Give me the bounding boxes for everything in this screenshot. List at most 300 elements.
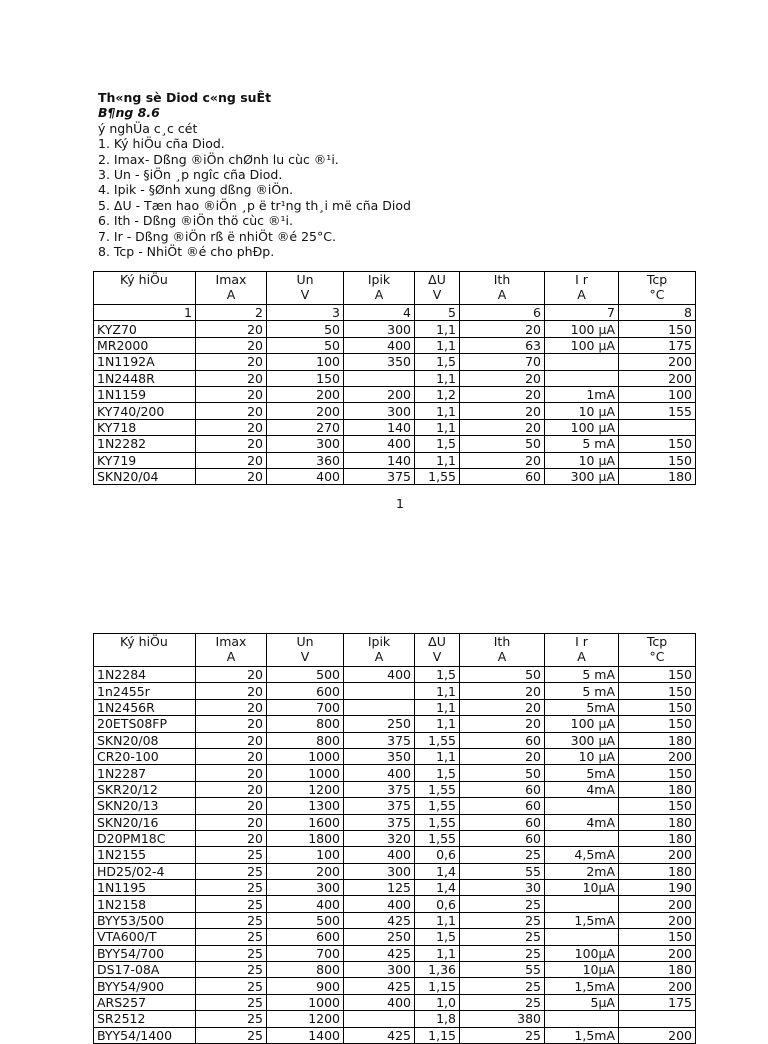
table-cell: 150 — [619, 436, 696, 452]
table-cell: 100 — [619, 386, 696, 402]
table-cell: 300 — [344, 403, 415, 419]
column-header — [460, 272, 545, 305]
table-cell: 200 — [619, 748, 696, 764]
table-cell: KY719 — [94, 452, 196, 468]
table-cell: 1,5 — [415, 667, 460, 683]
table-cell: BYY53/500 — [94, 912, 196, 928]
table-row — [94, 732, 696, 748]
table-cell — [545, 830, 619, 846]
table-cell: 180 — [619, 830, 696, 846]
table-cell: 25 — [460, 978, 545, 994]
table-cell: 55 — [460, 863, 545, 879]
column-header-label: Imax — [215, 634, 247, 649]
table-cell: KY718 — [94, 419, 196, 435]
column-header — [545, 634, 619, 667]
table-cell: 10 µA — [545, 748, 619, 764]
table-cell: 150 — [619, 765, 696, 781]
table-cell: 20 — [196, 798, 267, 814]
table-row — [94, 781, 696, 797]
column-index-cell: 8 — [619, 305, 696, 321]
table-cell — [619, 1011, 696, 1027]
table-cell: 500 — [267, 912, 344, 928]
table-cell: 60 — [460, 781, 545, 797]
table-cell: 1n2455r — [94, 683, 196, 699]
column-header — [94, 634, 196, 667]
table-cell: KYZ70 — [94, 321, 196, 337]
table-cell: 375 — [344, 468, 415, 484]
table-cell: 150 — [619, 929, 696, 945]
table-cell: 25 — [460, 929, 545, 945]
table-cell: 60 — [460, 798, 545, 814]
table-cell: 200 — [619, 912, 696, 928]
table-cell: 100 µA — [545, 337, 619, 353]
table-cell: 20 — [196, 419, 267, 435]
table-cell: 25 — [196, 847, 267, 863]
table-cell: 20 — [196, 321, 267, 337]
intro-line: 4. Ipik - §Ønh xung dßng ®iÖn. — [98, 182, 294, 198]
column-index-cell: 6 — [460, 305, 545, 321]
table-cell: 10 µA — [545, 403, 619, 419]
table-cell: 190 — [619, 880, 696, 896]
table-cell: 60 — [460, 830, 545, 846]
table-cell: 400 — [344, 896, 415, 912]
table-cell: 700 — [267, 945, 344, 961]
table-cell: 20 — [196, 683, 267, 699]
table-cell: 25 — [196, 1011, 267, 1027]
table-cell: 25 — [196, 1027, 267, 1043]
table-cell: 700 — [267, 699, 344, 715]
table-row — [94, 1027, 696, 1043]
table-cell: 5mA — [545, 699, 619, 715]
table-cell: 20 — [196, 732, 267, 748]
table-cell: 500 — [267, 667, 344, 683]
table-cell: 350 — [344, 748, 415, 764]
table-cell: 300 — [267, 880, 344, 896]
table-row — [94, 847, 696, 863]
table-cell: 20 — [460, 748, 545, 764]
table-cell: ARS257 — [94, 994, 196, 1010]
table-cell: SKN20/04 — [94, 468, 196, 484]
table-cell: 1,55 — [415, 830, 460, 846]
table-row — [94, 994, 696, 1010]
table-cell: 1,1 — [415, 945, 460, 961]
header-row — [94, 272, 696, 305]
table-cell: 25 — [460, 1027, 545, 1043]
table-cell — [545, 896, 619, 912]
table-row — [94, 912, 696, 928]
table-cell: 400 — [344, 765, 415, 781]
table-cell: 320 — [344, 830, 415, 846]
column-header-unit: V — [432, 286, 442, 302]
table-cell: 1,15 — [415, 1027, 460, 1043]
table-cell — [619, 419, 696, 435]
table-cell: 60 — [460, 732, 545, 748]
table-cell: 140 — [344, 419, 415, 435]
table-cell: 25 — [196, 896, 267, 912]
table-cell: 20 — [196, 337, 267, 353]
column-header — [94, 272, 196, 305]
table-cell: 63 — [460, 337, 545, 353]
table-cell: 60 — [460, 814, 545, 830]
table-cell: 200 — [619, 945, 696, 961]
table-cell: 70 — [460, 354, 545, 370]
table-cell: 20 — [196, 403, 267, 419]
table-row — [94, 814, 696, 830]
column-header-unit: A — [226, 648, 236, 664]
column-index-cell: 4 — [344, 305, 415, 321]
table-cell: 10 µA — [545, 452, 619, 468]
table-cell: 200 — [619, 978, 696, 994]
column-header — [619, 272, 696, 305]
table-cell: 20 — [196, 781, 267, 797]
table-cell: 5mA — [545, 765, 619, 781]
column-header — [460, 634, 545, 667]
table-cell: 1,4 — [415, 880, 460, 896]
table-cell: 4mA — [545, 814, 619, 830]
page-number: 1 — [396, 496, 404, 511]
table-cell: 1,55 — [415, 468, 460, 484]
table-cell — [545, 354, 619, 370]
table-cell: 1N2284 — [94, 667, 196, 683]
table-cell: 1000 — [267, 765, 344, 781]
intro-line: 8. Tcp - NhiÖt ®é cho phÐp. — [98, 244, 275, 260]
table-cell: 25 — [196, 945, 267, 961]
table-row — [94, 748, 696, 764]
table-cell: 20 — [460, 683, 545, 699]
table-cell — [545, 929, 619, 945]
table-row — [94, 716, 696, 732]
table-cell: 1,5 — [415, 354, 460, 370]
table-cell: 150 — [619, 667, 696, 683]
table-cell — [344, 370, 415, 386]
column-header-unit: °C — [649, 286, 665, 302]
table-cell: 175 — [619, 337, 696, 353]
table-cell: VTA600/T — [94, 929, 196, 945]
diode-spec-table-1 — [93, 271, 696, 485]
table-cell: 1,1 — [415, 683, 460, 699]
intro-line: 2. Imax- Dßng ®iÖn chØnh lu cùc ®¹i. — [98, 151, 339, 167]
table-cell: SR2512 — [94, 1011, 196, 1027]
table-cell: 180 — [619, 732, 696, 748]
table-cell: 1N2456R — [94, 699, 196, 715]
table-row — [94, 978, 696, 994]
table-cell: 25 — [196, 994, 267, 1010]
table-cell: 50 — [460, 765, 545, 781]
table-cell: 100 — [267, 354, 344, 370]
table-cell: 425 — [344, 978, 415, 994]
table-cell: 1,1 — [415, 370, 460, 386]
table-cell: 25 — [196, 912, 267, 928]
table-cell: 1000 — [267, 994, 344, 1010]
table-cell: 300 µA — [545, 468, 619, 484]
table-cell: 2mA — [545, 863, 619, 879]
table-cell: 5 mA — [545, 436, 619, 452]
column-header-unit: V — [300, 648, 310, 664]
column-header — [344, 272, 415, 305]
table-row — [94, 321, 696, 337]
column-header-label: ΔU — [428, 634, 446, 649]
table-cell: 150 — [619, 683, 696, 699]
table-cell: 600 — [267, 683, 344, 699]
table-cell: 150 — [619, 452, 696, 468]
table-cell: 425 — [344, 945, 415, 961]
column-header-label: Ith — [493, 634, 511, 649]
table-cell: 20 — [460, 699, 545, 715]
table-cell: 200 — [619, 1027, 696, 1043]
table-cell: BYY54/700 — [94, 945, 196, 961]
table-cell: 20 — [196, 830, 267, 846]
table-row — [94, 436, 696, 452]
table-cell: 0,6 — [415, 896, 460, 912]
table-cell: 1,1 — [415, 716, 460, 732]
table-cell: 100 µA — [545, 321, 619, 337]
table-row — [94, 962, 696, 978]
table-cell: 150 — [619, 699, 696, 715]
intro-line: 5. ΔU - Tæn hao ®iÖn ¸p ë tr¹ng th¸i më cña Diod — [98, 197, 411, 213]
table-cell: 100µA — [545, 945, 619, 961]
table-cell: SKR20/12 — [94, 781, 196, 797]
table-cell: 600 — [267, 929, 344, 945]
table-cell: 25 — [460, 945, 545, 961]
table-cell: 5 mA — [545, 683, 619, 699]
table-cell: 1,36 — [415, 962, 460, 978]
column-header-unit: °C — [649, 648, 665, 664]
table-cell: 10µA — [545, 880, 619, 896]
table-cell: 180 — [619, 962, 696, 978]
table-cell — [344, 1011, 415, 1027]
table-cell: 400 — [344, 667, 415, 683]
table-cell: 30 — [460, 880, 545, 896]
table-cell: 1,55 — [415, 732, 460, 748]
table-cell: 900 — [267, 978, 344, 994]
table-cell: 20 — [196, 716, 267, 732]
table-cell: 100 µA — [545, 716, 619, 732]
table-row — [94, 386, 696, 402]
column-header-unit: A — [497, 648, 507, 664]
table-cell: 20 — [196, 386, 267, 402]
column-header-label: Ith — [493, 272, 511, 287]
table-cell — [545, 370, 619, 386]
header-row — [94, 634, 696, 667]
table-cell: 100 — [267, 847, 344, 863]
column-header-label: Ipik — [367, 272, 391, 287]
table-cell: 1,1 — [415, 419, 460, 435]
column-header-unit: A — [374, 286, 384, 302]
column-header-unit: A — [374, 648, 384, 664]
column-header — [267, 634, 344, 667]
column-header-unit: A — [497, 286, 507, 302]
table-cell: 375 — [344, 798, 415, 814]
table-row — [94, 403, 696, 419]
table-cell: 350 — [344, 354, 415, 370]
table-cell: BYY54/900 — [94, 978, 196, 994]
table-cell: 300 — [267, 436, 344, 452]
table-cell: MR2000 — [94, 337, 196, 353]
column-header-label: Ký hiÖu — [120, 634, 168, 649]
table-cell: 25 — [460, 994, 545, 1010]
table-cell: 25 — [196, 880, 267, 896]
table-cell: 1,1 — [415, 321, 460, 337]
diode-spec-table-2 — [93, 633, 696, 1044]
table-row — [94, 683, 696, 699]
table-cell: 5µA — [545, 994, 619, 1010]
table-cell: 300 µA — [545, 732, 619, 748]
table-cell: HD25/02-4 — [94, 863, 196, 879]
table-cell: 1,55 — [415, 814, 460, 830]
table-cell: 1N1195 — [94, 880, 196, 896]
table-cell: 150 — [267, 370, 344, 386]
table-cell: 20 — [460, 452, 545, 468]
table-cell: 250 — [344, 929, 415, 945]
table-cell: 1,5mA — [545, 1027, 619, 1043]
table-cell: 180 — [619, 468, 696, 484]
table-cell: DS17-08A — [94, 962, 196, 978]
table-cell: 360 — [267, 452, 344, 468]
table-row — [94, 468, 696, 484]
table-cell: 1,55 — [415, 781, 460, 797]
table-cell: 1000 — [267, 748, 344, 764]
table-cell: 180 — [619, 863, 696, 879]
table-cell: 1N2287 — [94, 765, 196, 781]
table-cell: 300 — [344, 962, 415, 978]
table-cell: 200 — [267, 403, 344, 419]
column-header-label: Ipik — [367, 634, 391, 649]
table-cell: 1,1 — [415, 699, 460, 715]
table-cell: 180 — [619, 814, 696, 830]
table-cell: KY740/200 — [94, 403, 196, 419]
table-cell: 375 — [344, 814, 415, 830]
table-cell: 400 — [344, 847, 415, 863]
column-index-cell: 2 — [196, 305, 267, 321]
table-cell — [545, 1011, 619, 1027]
column-header — [196, 272, 267, 305]
table-cell: 1200 — [267, 1011, 344, 1027]
intro-line: 3. Un - §iÖn ¸p ngîc cña Diod. — [98, 167, 283, 183]
table-cell: 1800 — [267, 830, 344, 846]
table-cell: 25 — [196, 929, 267, 945]
table-row — [94, 354, 696, 370]
table-cell: 1,5mA — [545, 978, 619, 994]
table-cell: 1,5 — [415, 929, 460, 945]
column-header — [619, 634, 696, 667]
table-cell: 200 — [267, 863, 344, 879]
table-cell: SKN20/13 — [94, 798, 196, 814]
column-header — [267, 272, 344, 305]
table-cell: SKN20/08 — [94, 732, 196, 748]
table-row — [94, 863, 696, 879]
table-row — [94, 765, 696, 781]
intro-line: 7. Ir - Dßng ®iÖn rß ë nhiÖt ®é 25°C. — [98, 228, 336, 244]
table-cell: 20 — [196, 370, 267, 386]
table-cell: D20PM18C — [94, 830, 196, 846]
column-header-label: Un — [296, 272, 314, 287]
column-header-unit: V — [300, 286, 310, 302]
document-title: Th«ng sè Diod c«ng suÊt — [98, 90, 272, 105]
table-cell: 0,6 — [415, 847, 460, 863]
column-header — [196, 634, 267, 667]
column-index-cell: 5 — [415, 305, 460, 321]
table-cell: 1600 — [267, 814, 344, 830]
table-row — [94, 699, 696, 715]
table-cell: 375 — [344, 781, 415, 797]
table-cell: 1,8 — [415, 1011, 460, 1027]
table-cell: 20 — [196, 814, 267, 830]
table-cell: 200 — [267, 386, 344, 402]
table-cell: 1400 — [267, 1027, 344, 1043]
table-cell: 380 — [460, 1011, 545, 1027]
table-cell — [545, 798, 619, 814]
table-cell: 20 — [196, 667, 267, 683]
table-cell: 200 — [619, 370, 696, 386]
table-cell: 10µA — [545, 962, 619, 978]
column-header-label: I r — [575, 634, 588, 649]
table-cell: 20 — [460, 716, 545, 732]
table-cell: 20 — [196, 748, 267, 764]
table-cell: 20 — [460, 419, 545, 435]
table-cell: 200 — [619, 354, 696, 370]
column-header-label: ΔU — [428, 272, 446, 287]
table-cell: 150 — [619, 716, 696, 732]
table-cell: 20 — [460, 321, 545, 337]
column-index-cell: 3 — [267, 305, 344, 321]
column-header — [545, 272, 619, 305]
table-cell: 1,1 — [415, 452, 460, 468]
table-cell: 1N1159 — [94, 386, 196, 402]
column-header-label: Imax — [215, 272, 247, 287]
table-cell: 125 — [344, 880, 415, 896]
table-cell: 400 — [344, 337, 415, 353]
table-cell: 20 — [196, 468, 267, 484]
table-cell: 1,5 — [415, 765, 460, 781]
table-cell: 150 — [619, 798, 696, 814]
table-cell: 1,5mA — [545, 912, 619, 928]
table-cell: 25 — [196, 962, 267, 978]
table-cell: SKN20/16 — [94, 814, 196, 830]
table-cell: 20 — [460, 370, 545, 386]
table-cell: 175 — [619, 994, 696, 1010]
table-cell: BYY54/1400 — [94, 1027, 196, 1043]
column-index-cell: 1 — [94, 305, 196, 321]
table-cell: 270 — [267, 419, 344, 435]
table-cell: 60 — [460, 468, 545, 484]
table-row — [94, 929, 696, 945]
table-cell — [344, 683, 415, 699]
table-cell: 1200 — [267, 781, 344, 797]
column-header — [415, 272, 460, 305]
table-cell: 400 — [267, 896, 344, 912]
column-header-unit: A — [226, 286, 236, 302]
table-row — [94, 1011, 696, 1027]
column-header-label: Un — [296, 634, 314, 649]
table-cell: 375 — [344, 732, 415, 748]
table-cell: 25 — [460, 847, 545, 863]
table-row — [94, 337, 696, 353]
table-cell: 200 — [619, 847, 696, 863]
table-cell: 800 — [267, 732, 344, 748]
table-row — [94, 945, 696, 961]
table-cell: 1300 — [267, 798, 344, 814]
table-cell: 20ETS08FP — [94, 716, 196, 732]
table-cell: 425 — [344, 912, 415, 928]
table-cell: 200 — [344, 386, 415, 402]
table-cell: 20 — [196, 699, 267, 715]
table-cell: 1N2155 — [94, 847, 196, 863]
table-cell: 180 — [619, 781, 696, 797]
table-row — [94, 452, 696, 468]
table-cell: 100 µA — [545, 419, 619, 435]
table-cell: 20 — [460, 403, 545, 419]
table-cell: 1,4 — [415, 863, 460, 879]
